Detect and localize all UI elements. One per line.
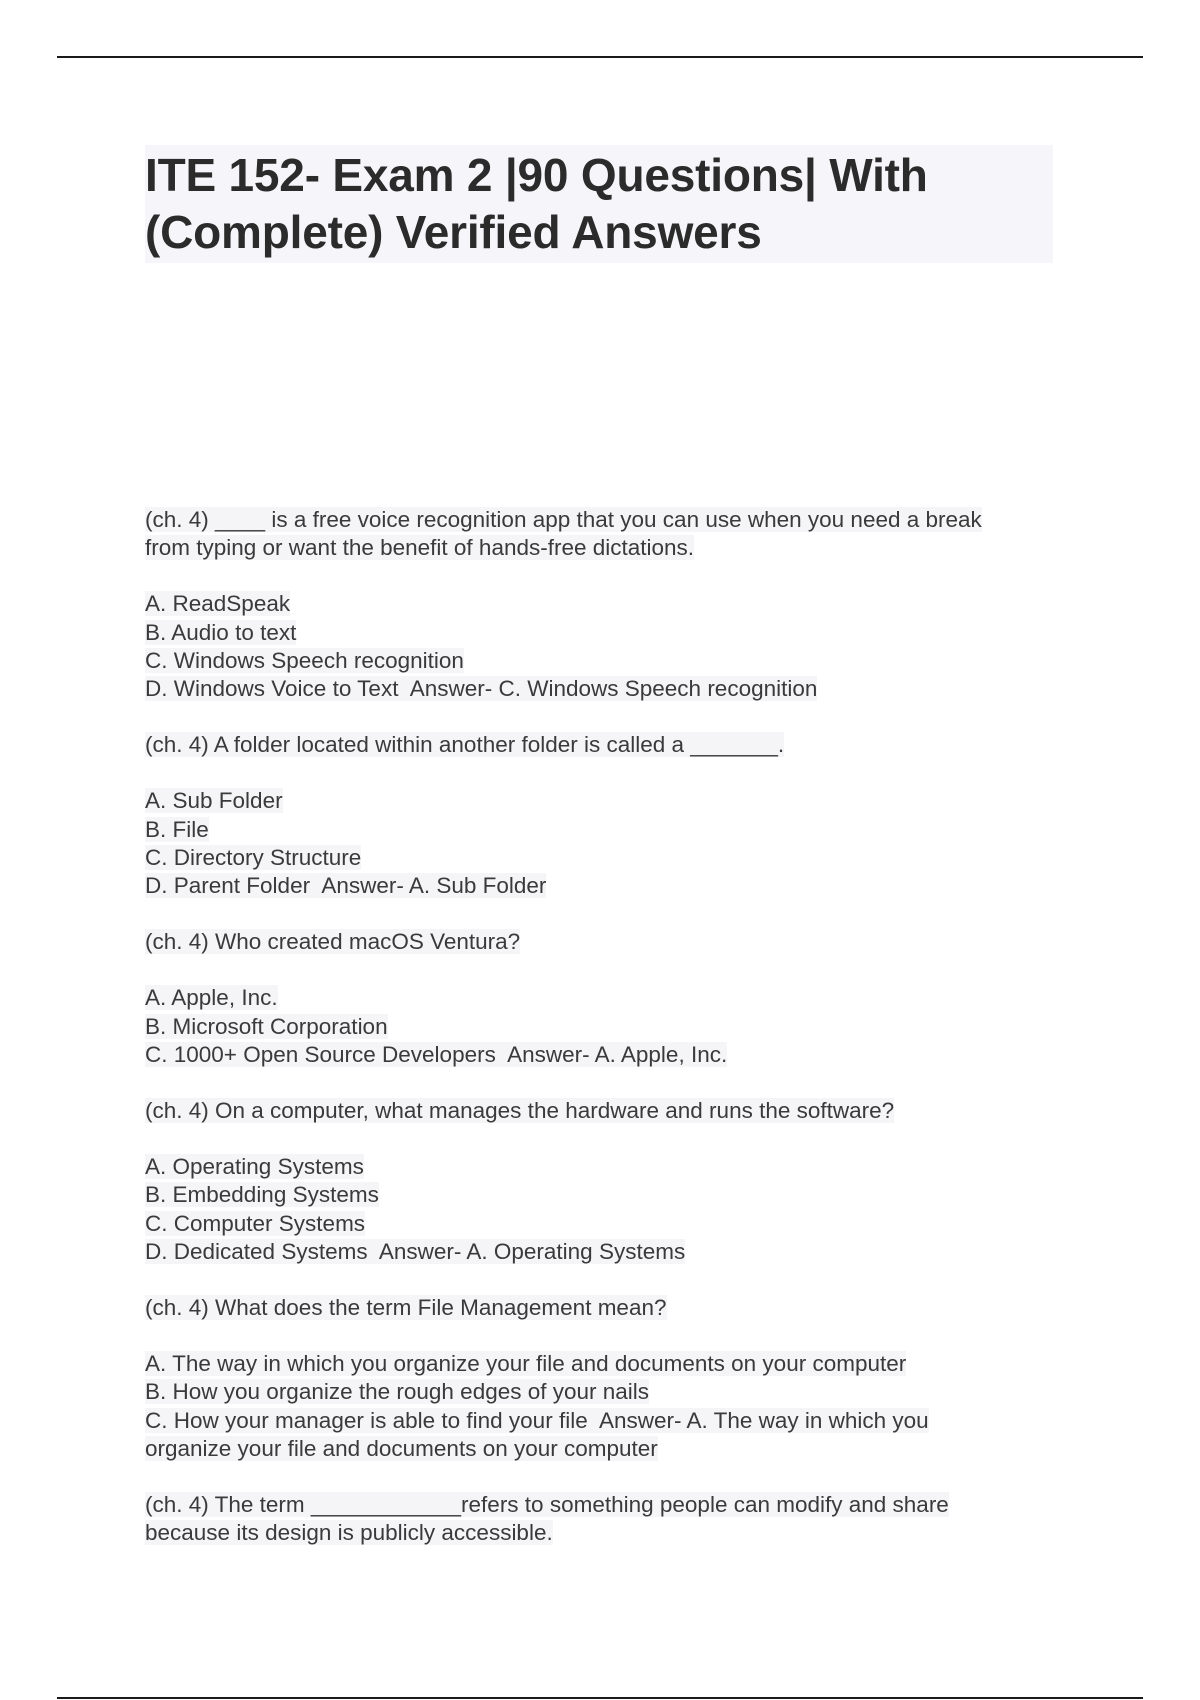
- answer-option: C. Computer Systems: [145, 1210, 366, 1236]
- question-text: from typing or want the benefit of hands-free dictations.: [145, 535, 695, 561]
- spacer: [145, 1322, 1075, 1350]
- question-item: [145, 731, 1075, 900]
- question-item: [145, 506, 1075, 703]
- title-line-1: ITE 152- Exam 2 |90 Questions| With: [145, 149, 928, 201]
- footer-rule: [57, 1697, 1143, 1699]
- question-text: (ch. 4) The term ____________refers to something people can modify and share: [145, 1492, 949, 1518]
- answer-option: C. Windows Speech recognition: [145, 647, 464, 673]
- answer-option: B. File: [145, 816, 209, 842]
- question-text: because its design is publicly accessible.: [145, 1520, 553, 1546]
- answer-option: A. Sub Folder: [145, 788, 283, 814]
- answer-option: B. Audio to text: [145, 619, 297, 645]
- answer-option: B. How you organize the rough edges of your nails: [145, 1379, 650, 1405]
- question-item: [145, 1097, 1075, 1266]
- question-item: [145, 928, 1075, 1069]
- spacer: [145, 759, 1075, 787]
- answer-option: C. 1000+ Open Source Developers Answer- A. Apple, Inc.: [145, 1041, 728, 1067]
- question-text: (ch. 4) What does the term File Management mean?: [145, 1295, 667, 1321]
- spacer: [145, 1125, 1075, 1153]
- header-rule: [57, 56, 1143, 58]
- answer-option: B. Microsoft Corporation: [145, 1013, 388, 1039]
- answer-option: C. Directory Structure: [145, 844, 362, 870]
- question-item: [145, 1491, 1075, 1547]
- spacer: [145, 562, 1075, 590]
- question-text: (ch. 4) ____ is a free voice recognition app that you can use when you need a break: [145, 507, 982, 532]
- answer-option: B. Embedding Systems: [145, 1182, 379, 1208]
- document-title: [145, 145, 1053, 263]
- question-list: [145, 506, 1075, 1575]
- question-text: (ch. 4) Who created macOS Ventura?: [145, 929, 521, 955]
- answer-option: A. Apple, Inc.: [145, 985, 278, 1011]
- question-text: (ch. 4) On a computer, what manages the hardware and runs the software?: [145, 1098, 895, 1124]
- answer-option: D. Parent Folder Answer- A. Sub Folder: [145, 873, 547, 899]
- question-text: (ch. 4) A folder located within another folder is called a _______.: [145, 732, 785, 758]
- title-line-2: (Complete) Verified Answers: [145, 206, 762, 258]
- answer-option: D. Dedicated Systems Answer- A. Operating Systems: [145, 1238, 686, 1264]
- answer-option: A. Operating Systems: [145, 1154, 364, 1180]
- answer-continuation: organize your file and documents on your computer: [145, 1435, 658, 1461]
- answer-option: A. The way in which you organize your file and documents on your computer: [145, 1351, 907, 1377]
- answer-option: A. ReadSpeak: [145, 591, 291, 617]
- spacer: [145, 956, 1075, 984]
- answer-option: C. How your manager is able to find your file Answer- A. The way in which you: [145, 1407, 929, 1433]
- answer-option: D. Windows Voice to Text Answer- C. Windows Speech recognition: [145, 676, 818, 702]
- question-item: [145, 1294, 1075, 1463]
